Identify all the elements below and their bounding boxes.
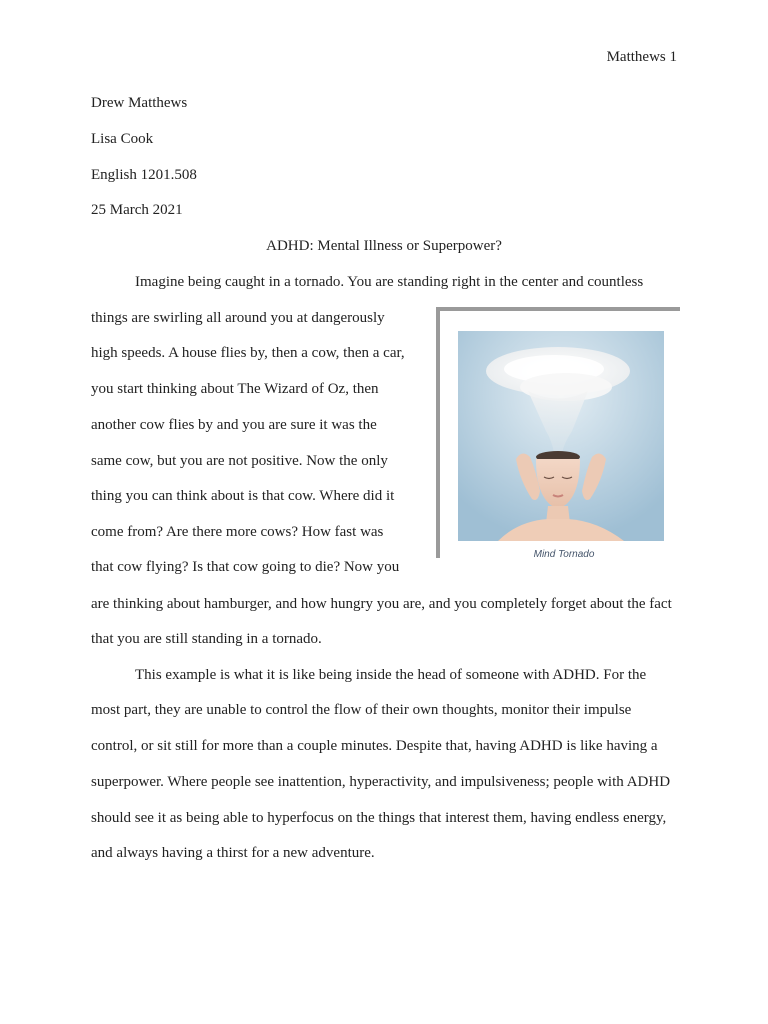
woman-head-tornado-image (458, 331, 664, 541)
course-name: English 1201.508 (91, 167, 197, 183)
paragraph1-line: thing you can think about is that cow. Where did it (91, 488, 395, 504)
paragraph1-line: you start thinking about The Wizard of Oz, then (91, 381, 379, 397)
page-header-number: Matthews 1 (606, 49, 677, 65)
essay-date: 25 March 2021 (91, 202, 183, 218)
paragraph2-line: control, or sit still for more than a couple minutes. Despite that, having ADHD is like having a (91, 738, 658, 754)
paragraph2-line: This example is what it is like being inside the head of someone with ADHD. For the (135, 667, 647, 683)
paragraph2-line: superpower. Where people see inattention, hyperactivity, and impulsiveness; people with ADHD (91, 774, 671, 790)
figure-caption: Mind Tornado (533, 549, 595, 560)
paragraph1-line: Imagine being caught in a tornado. You are standing right in the center and countless (135, 274, 644, 290)
paragraph2-line: should see it as being able to hyperfocus on the things that interest them, having endless energy, (91, 810, 667, 826)
paragraph1-line: that cow flying? Is that cow going to die? Now you (91, 559, 400, 575)
paragraph1-line: high speeds. A house flies by, then a cow, then a car, (91, 345, 405, 361)
instructor-name: Lisa Cook (91, 131, 154, 147)
paragraph1-line: same cow, but you are not positive. Now the only (91, 453, 388, 469)
paragraph1-line: another cow flies by and you are sure it was the (91, 417, 377, 433)
author-name: Drew Matthews (91, 95, 188, 111)
essay-title: ADHD: Mental Illness or Superpower? (266, 238, 502, 254)
paragraph2-line: and always having a thirst for a new adventure. (91, 845, 375, 861)
figure-frame (436, 307, 680, 558)
paragraph1-line: that you are still standing in a tornado. (91, 631, 322, 647)
paragraph2-line: most part, they are unable to control the flow of their own thoughts, monitor their impulse (91, 702, 632, 718)
paragraph1-line: are thinking about hamburger, and how hungry you are, and you completely forget about the fact (91, 596, 672, 612)
paragraph1-line: come from? Are there more cows? How fast was (91, 524, 384, 540)
paragraph1-line: things are swirling all around you at dangerously (91, 310, 385, 326)
